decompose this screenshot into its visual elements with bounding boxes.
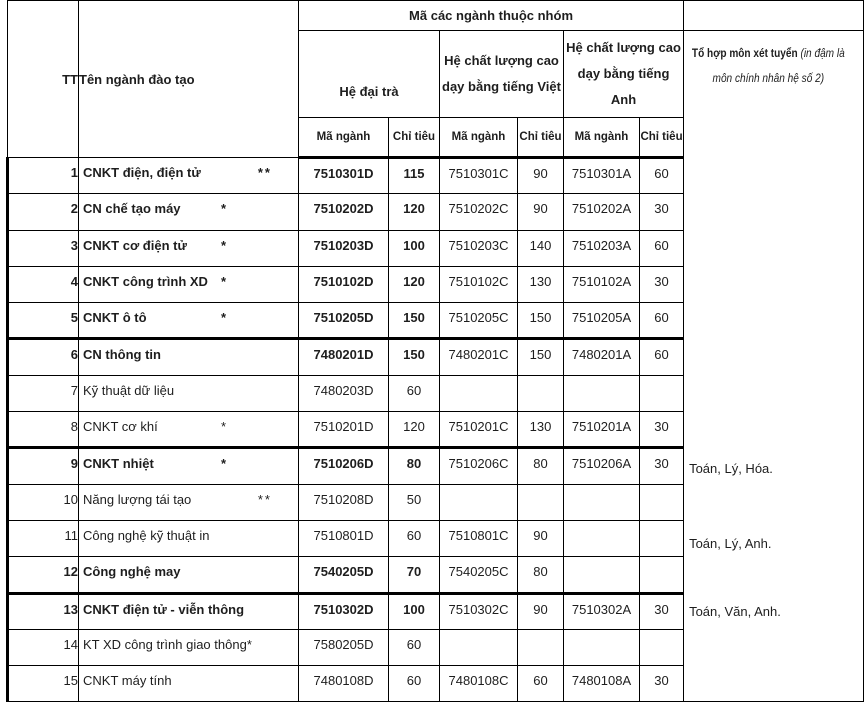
code-clc-viet: 7510801C [440, 520, 518, 556]
quota-dai-tra: 50 [389, 484, 440, 520]
major-name: Công nghệ kỹ thuật in [83, 527, 210, 543]
code-clc-viet: 7480201C [440, 339, 518, 375]
row-number: 13 [8, 593, 79, 629]
code-dai-tra: 7510203D [299, 230, 389, 266]
major-name: CNKT máy tính [83, 673, 172, 689]
col-header-dai-tra: Hệ đại trà [299, 31, 440, 118]
code-clc-anh [564, 484, 640, 520]
quota-clc-viet [518, 375, 564, 411]
code-clc-anh: 7480201A [564, 339, 640, 375]
code-clc-anh: 7510203A [564, 230, 640, 266]
quota-dai-tra: 60 [389, 666, 440, 702]
subject-combination-value: Toán, Lý, Anh. [689, 536, 772, 551]
col-header-clc-viet: Hệ chất lượng cao dạy bằng tiếng Việt [440, 31, 564, 118]
subheader-quota-clc-viet: Chỉ tiêu [518, 118, 564, 158]
footnote-marker: ** [257, 491, 272, 507]
col-header-major-name: Tên ngành đào tạo [79, 1, 299, 158]
code-clc-viet: 7540205C [440, 557, 518, 593]
quota-clc-anh: 60 [640, 339, 684, 375]
code-clc-anh [564, 557, 640, 593]
code-dai-tra: 7510202D [299, 194, 389, 230]
code-clc-viet [440, 629, 518, 665]
quota-dai-tra: 60 [389, 629, 440, 665]
major-name: KT XD công trình giao thông [83, 636, 247, 652]
quota-clc-anh: 60 [640, 303, 684, 339]
row-number: 15 [8, 666, 79, 702]
row-number: 7 [8, 375, 79, 411]
code-clc-viet [440, 375, 518, 411]
quota-dai-tra: 150 [389, 339, 440, 375]
quota-clc-viet: 140 [518, 230, 564, 266]
subject-combination-value: Toán, Lý, Hóa. [689, 461, 773, 476]
row-number: 1 [8, 158, 79, 194]
code-clc-viet: 7480108C [440, 666, 518, 702]
code-dai-tra: 7540205D [299, 557, 389, 593]
quota-clc-viet: 130 [518, 266, 564, 302]
subheader-code-dai-tra: Mã ngành [299, 118, 389, 158]
major-name-cell [79, 412, 299, 448]
code-clc-viet: 7510203C [440, 230, 518, 266]
footnote-marker: * [246, 636, 254, 652]
quota-dai-tra: 70 [389, 557, 440, 593]
major-name-cell [79, 158, 299, 194]
quota-dai-tra: 120 [389, 266, 440, 302]
quota-clc-anh: 30 [640, 593, 684, 629]
quota-clc-anh: 60 [640, 158, 684, 194]
subheader-code-clc-viet: Mã ngành [440, 118, 518, 158]
major-name-cell [79, 375, 299, 411]
quota-clc-viet: 150 [518, 303, 564, 339]
subject-combination-header [686, 41, 851, 91]
col-header-tt: TT [8, 1, 79, 158]
row-number: 5 [8, 303, 79, 339]
major-name-cell [79, 303, 299, 339]
quota-clc-viet: 90 [518, 593, 564, 629]
code-dai-tra: 7510205D [299, 303, 389, 339]
code-clc-viet: 7510102C [440, 266, 518, 302]
header-row-group [8, 1, 864, 31]
quota-clc-viet: 130 [518, 412, 564, 448]
subheader-quota-dai-tra: Chỉ tiêu [389, 118, 440, 158]
code-dai-tra: 7480203D [299, 375, 389, 411]
quota-clc-anh: 30 [640, 194, 684, 230]
quota-clc-anh: 30 [640, 666, 684, 702]
row-number: 6 [8, 339, 79, 375]
quota-clc-viet: 80 [518, 448, 564, 484]
code-dai-tra: 7480201D [299, 339, 389, 375]
footnote-marker: * [220, 456, 228, 472]
major-name-cell [79, 666, 299, 702]
major-name: CN chế tạo máy [83, 201, 181, 217]
code-dai-tra: 7510302D [299, 593, 389, 629]
code-clc-viet: 7510201C [440, 412, 518, 448]
major-name: CNKT điện tử - viễn thông [83, 601, 245, 617]
quota-clc-viet: 90 [518, 158, 564, 194]
code-dai-tra: 7580205D [299, 629, 389, 665]
code-clc-anh: 7510302A [564, 593, 640, 629]
quota-clc-anh [640, 375, 684, 411]
major-name-cell [79, 194, 299, 230]
footnote-marker: ** [257, 165, 272, 180]
subheader-code-clc-anh: Mã ngành [564, 118, 640, 158]
subject-combination-value: Toán, Văn, Anh. [689, 604, 781, 619]
code-dai-tra: 7510301D [299, 158, 389, 194]
major-name-cell [79, 230, 299, 266]
quota-clc-anh [640, 520, 684, 556]
major-name: CNKT nhiệt [83, 456, 154, 472]
quota-clc-anh: 30 [640, 412, 684, 448]
code-clc-anh: 7510206A [564, 448, 640, 484]
major-name-cell [79, 629, 299, 665]
quota-dai-tra: 60 [389, 375, 440, 411]
major-name: CNKT cơ khí [83, 419, 158, 435]
code-clc-viet: 7510205C [440, 303, 518, 339]
code-dai-tra: 7480108D [299, 666, 389, 702]
code-clc-anh: 7510205A [564, 303, 640, 339]
major-name: CNKT công trình XD [83, 273, 208, 289]
major-name-cell [79, 339, 299, 375]
quota-dai-tra: 120 [389, 194, 440, 230]
admissions-table [6, 0, 864, 702]
quota-clc-anh [640, 557, 684, 593]
row-number: 9 [8, 448, 79, 484]
row-number: 10 [8, 484, 79, 520]
quota-clc-viet [518, 629, 564, 665]
quota-dai-tra: 100 [389, 593, 440, 629]
col-header-clc-anh: Hệ chất lượng cao dạy bằng tiếng Anh [564, 31, 684, 118]
row-number: 8 [8, 412, 79, 448]
quota-clc-viet [518, 484, 564, 520]
quota-clc-anh [640, 629, 684, 665]
subject-combination-column [684, 31, 864, 702]
row-number: 12 [8, 557, 79, 593]
subheader-quota-clc-anh: Chỉ tiêu [640, 118, 684, 158]
quota-dai-tra: 120 [389, 412, 440, 448]
footnote-marker: * [220, 419, 228, 435]
code-clc-viet: 7510206C [440, 448, 518, 484]
row-number: 11 [8, 520, 79, 556]
major-name: CN thông tin [83, 347, 161, 363]
code-dai-tra: 7510801D [299, 520, 389, 556]
major-name-cell [79, 484, 299, 520]
major-name-cell [79, 448, 299, 484]
quota-clc-viet: 60 [518, 666, 564, 702]
quota-clc-viet: 150 [518, 339, 564, 375]
major-name: CNKT cơ điện tử [83, 237, 187, 253]
code-dai-tra: 7510102D [299, 266, 389, 302]
quota-clc-viet: 90 [518, 520, 564, 556]
quota-dai-tra: 100 [389, 230, 440, 266]
quota-clc-viet: 90 [518, 194, 564, 230]
quota-clc-anh: 60 [640, 230, 684, 266]
quota-dai-tra: 150 [389, 303, 440, 339]
code-clc-anh: 7510301A [564, 158, 640, 194]
subject-combination-note: (in đậm là môn chính nhân hệ số 2) [712, 46, 845, 86]
quota-clc-viet: 80 [518, 557, 564, 593]
footnote-marker: * [220, 237, 228, 253]
quota-dai-tra: 80 [389, 448, 440, 484]
major-name-cell [79, 266, 299, 302]
empty-corner-cell [684, 1, 864, 31]
quota-dai-tra: 60 [389, 520, 440, 556]
subject-combination-title: Tổ hợp môn xét tuyển [691, 46, 798, 60]
major-name: CNKT điện, điện tử [83, 165, 201, 180]
quota-clc-anh: 30 [640, 266, 684, 302]
row-number: 14 [8, 629, 79, 665]
row-number: 2 [8, 194, 79, 230]
major-name-cell [79, 593, 299, 629]
major-name-cell [79, 520, 299, 556]
code-clc-viet [440, 484, 518, 520]
code-dai-tra: 7510201D [299, 412, 389, 448]
code-clc-viet: 7510301C [440, 158, 518, 194]
row-number: 4 [8, 266, 79, 302]
major-name: Năng lượng tái tạo [83, 491, 192, 507]
quota-clc-anh [640, 484, 684, 520]
code-clc-anh [564, 520, 640, 556]
major-name: Công nghệ may [83, 564, 181, 580]
code-clc-anh [564, 375, 640, 411]
code-dai-tra: 7510208D [299, 484, 389, 520]
quota-clc-anh: 30 [640, 448, 684, 484]
code-dai-tra: 7510206D [299, 448, 389, 484]
code-clc-viet: 7510302C [440, 593, 518, 629]
footnote-marker: * [220, 310, 228, 326]
major-name: Kỹ thuật dữ liệu [83, 382, 175, 398]
code-clc-anh [564, 629, 640, 665]
footnote-marker: * [220, 201, 228, 217]
code-clc-anh: 7510202A [564, 194, 640, 230]
major-name: CNKT ô tô [83, 310, 147, 326]
row-number: 3 [8, 230, 79, 266]
code-clc-anh: 7480108A [564, 666, 640, 702]
code-clc-viet: 7510202C [440, 194, 518, 230]
quota-dai-tra: 115 [389, 158, 440, 194]
footnote-marker: * [220, 273, 228, 289]
major-name-cell [79, 557, 299, 593]
code-clc-anh: 7510102A [564, 266, 640, 302]
col-header-group-codes: Mã các ngành thuộc nhóm [299, 1, 684, 31]
code-clc-anh: 7510201A [564, 412, 640, 448]
